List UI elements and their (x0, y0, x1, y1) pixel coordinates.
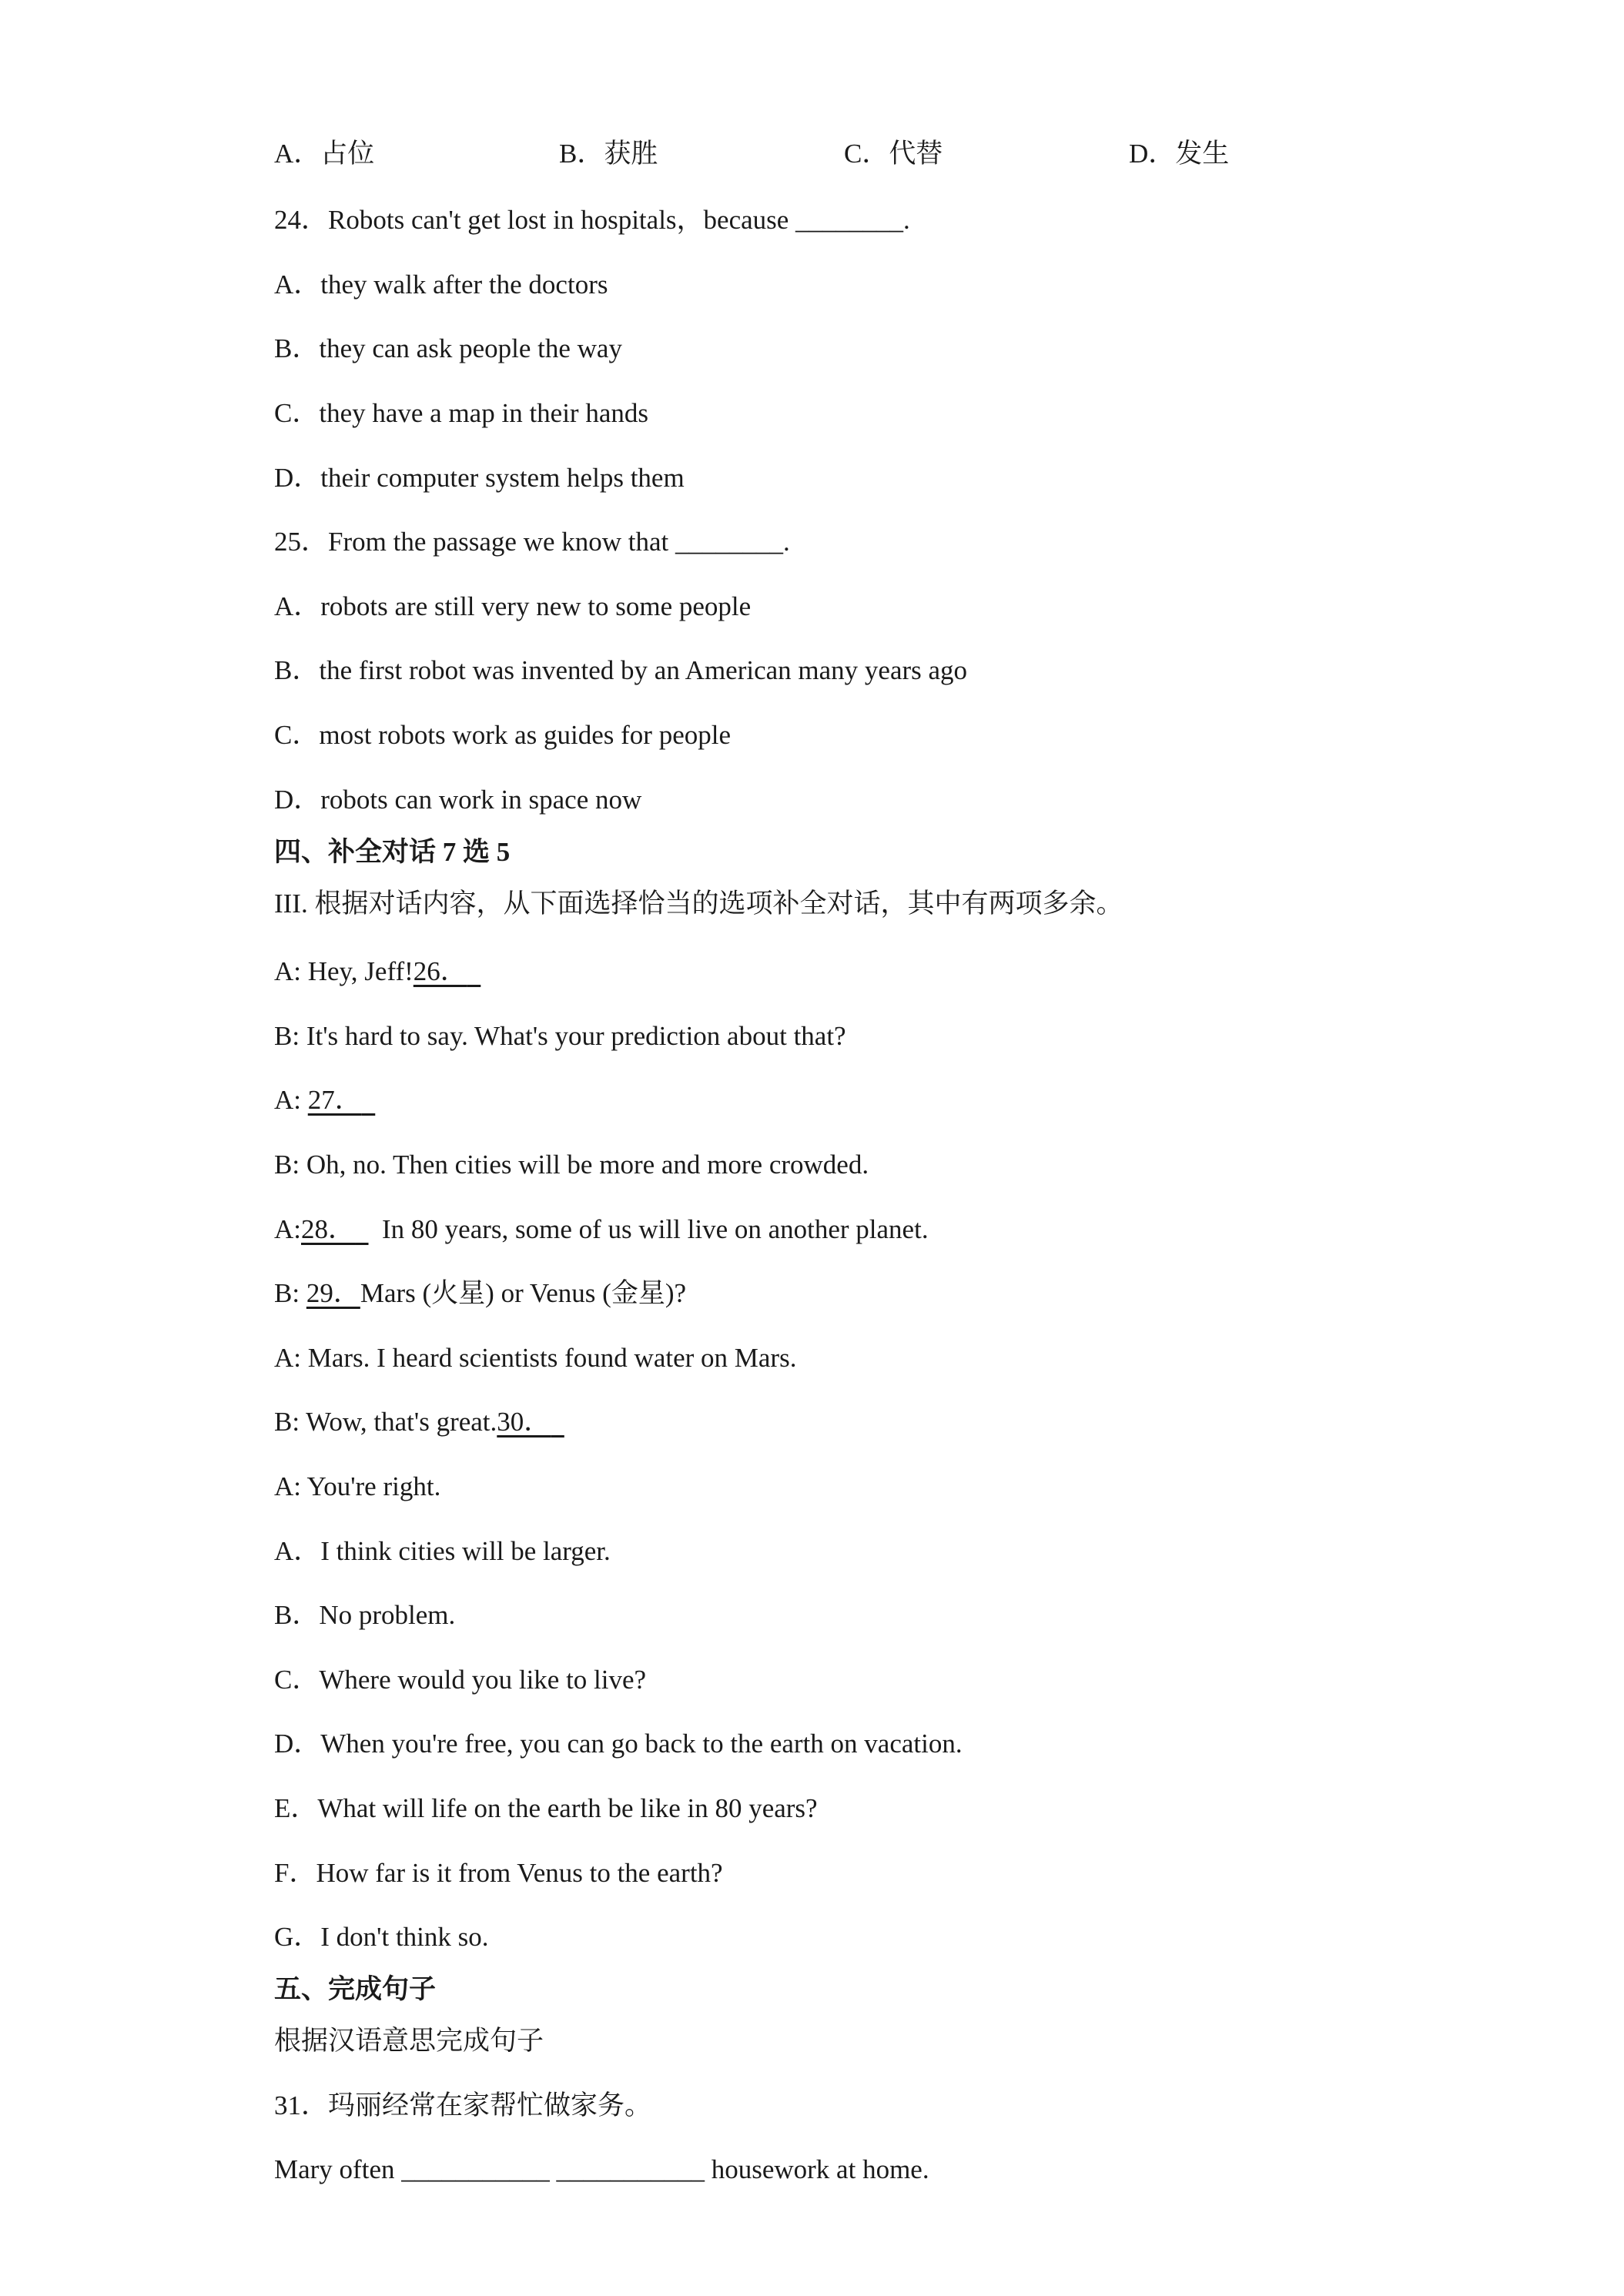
dialogue-line-4: B: Oh, no. Then cities will be more and more crowded. (274, 1150, 869, 1180)
dialogue-line-2: B: It's hard to say. What's your prediction about that? (274, 1021, 846, 1051)
blank-28: 28． (301, 1214, 356, 1244)
section4-title: 四、补全对话 7 选 5 (274, 837, 511, 867)
blank-27: 27． (307, 1085, 362, 1115)
choice-g: G．I don't think so. (274, 1922, 489, 1952)
choice-f: F．How far is it from Venus to the earth? (274, 1858, 723, 1888)
dialogue-line-6: B: 29．Mars (火星) or Venus (金星)? (274, 1278, 687, 1308)
q24-option-c: C．they have a map in their hands (274, 398, 648, 428)
choice-d: D．When you're free, you can go back to the earth on vacation. (274, 1729, 963, 1759)
q23-option-a: A．占位 (274, 139, 375, 169)
section5-instruction: 根据汉语意思完成句子 (274, 2026, 544, 2056)
section5-title: 五、完成句子 (274, 1974, 437, 2004)
q24-option-a: A．they walk after the doctors (274, 269, 608, 300)
choice-c: C．Where would you like to live? (274, 1665, 647, 1695)
section4-instruction: III. 根据对话内容，从下面选择恰当的选项补全对话，其中有两项多余。 (274, 889, 1123, 919)
q24-option-d: D．their computer system helps them (274, 463, 685, 493)
dialogue-line-8: B: Wow, that's great.30． (274, 1407, 551, 1437)
q31-stem: 31．玛丽经常在家帮忙做家务。 (274, 2090, 652, 2120)
q31-sentence: Mary often ___________ ___________ housework at home. (274, 2154, 929, 2184)
q23-option-d: D．发生 (1129, 139, 1230, 169)
q25-option-d: D．robots can work in space now (274, 785, 642, 815)
choice-e: E．What will life on the earth be like in 80 years? (274, 1793, 818, 1823)
q25-stem: 25．From the passage we know that ________. (274, 527, 790, 557)
dialogue-line-3: A: 27． (274, 1085, 362, 1115)
q24-stem: 24．Robots can't get lost in hospitals，because ________. (274, 205, 910, 235)
blank-26: 26． (413, 956, 467, 986)
blank-29: 29． (306, 1278, 360, 1308)
dialogue-line-9: A: You're right. (274, 1471, 441, 1501)
q24-option-b: B．they can ask people the way (274, 333, 622, 363)
q23-option-c: C．代替 (844, 139, 943, 169)
dialogue-line-1: A: Hey, Jeff!26． (274, 956, 467, 986)
q25-option-b: B．the first robot was invented by an American many years ago (274, 655, 968, 685)
dialogue-line-5: A:28． In 80 years, some of us will live on another planet. (274, 1214, 929, 1244)
q25-option-c: C．most robots work as guides for people (274, 720, 731, 750)
q23-option-b: B．获胜 (559, 139, 658, 169)
q25-option-a: A．robots are still very new to some people (274, 591, 752, 621)
dialogue-line-7: A: Mars. I heard scientists found water on Mars. (274, 1343, 797, 1373)
choice-a: A．I think cities will be larger. (274, 1536, 611, 1566)
blank-30: 30． (497, 1407, 551, 1437)
q23-options-row (274, 136, 1429, 172)
choice-b: B．No problem. (274, 1600, 456, 1630)
